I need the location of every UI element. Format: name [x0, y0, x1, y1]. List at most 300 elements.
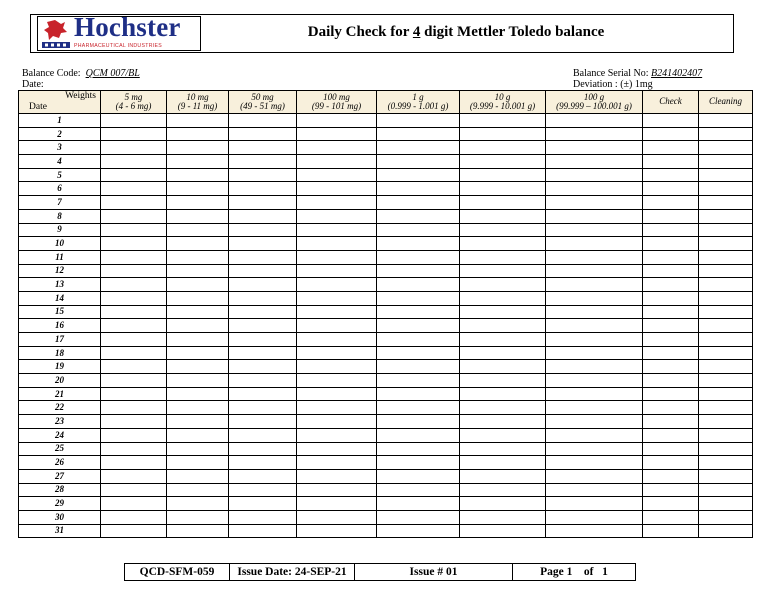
- entry-cell[interactable]: [643, 250, 699, 264]
- entry-cell[interactable]: [297, 428, 377, 442]
- entry-cell[interactable]: [229, 305, 297, 319]
- entry-cell[interactable]: [377, 387, 460, 401]
- entry-cell[interactable]: [167, 428, 229, 442]
- entry-cell[interactable]: [377, 510, 460, 524]
- entry-cell[interactable]: [546, 428, 643, 442]
- entry-cell[interactable]: [229, 168, 297, 182]
- entry-cell[interactable]: [643, 415, 699, 429]
- entry-cell[interactable]: [377, 415, 460, 429]
- entry-cell[interactable]: [101, 223, 167, 237]
- entry-cell[interactable]: [460, 155, 546, 169]
- entry-cell[interactable]: [167, 319, 229, 333]
- entry-cell[interactable]: [101, 127, 167, 141]
- entry-cell[interactable]: [460, 374, 546, 388]
- entry-cell[interactable]: [546, 469, 643, 483]
- entry-cell[interactable]: [167, 456, 229, 470]
- entry-cell[interactable]: [229, 141, 297, 155]
- entry-cell[interactable]: [297, 483, 377, 497]
- day-number-cell: 17: [19, 333, 101, 347]
- entry-cell[interactable]: [167, 291, 229, 305]
- entry-cell[interactable]: [297, 196, 377, 210]
- table-row: [19, 141, 753, 155]
- entry-cell[interactable]: [699, 456, 753, 470]
- entry-cell[interactable]: [546, 250, 643, 264]
- entry-cell[interactable]: [460, 250, 546, 264]
- entry-cell[interactable]: [546, 387, 643, 401]
- entry-cell[interactable]: [101, 401, 167, 415]
- entry-cell[interactable]: [167, 223, 229, 237]
- entry-cell[interactable]: [297, 250, 377, 264]
- entry-cell[interactable]: [643, 510, 699, 524]
- entry-cell[interactable]: [229, 291, 297, 305]
- entry-cell[interactable]: [643, 114, 699, 128]
- entry-cell[interactable]: [643, 141, 699, 155]
- entry-cell[interactable]: [460, 360, 546, 374]
- entry-cell[interactable]: [167, 182, 229, 196]
- entry-cell[interactable]: [167, 497, 229, 511]
- entry-cell[interactable]: [101, 387, 167, 401]
- entry-cell[interactable]: [699, 483, 753, 497]
- entry-cell[interactable]: [546, 223, 643, 237]
- entry-cell[interactable]: [643, 291, 699, 305]
- entry-cell[interactable]: [101, 278, 167, 292]
- entry-cell[interactable]: [101, 264, 167, 278]
- entry-cell[interactable]: [101, 428, 167, 442]
- entry-cell[interactable]: [699, 442, 753, 456]
- entry-cell[interactable]: [699, 141, 753, 155]
- entry-cell[interactable]: [643, 333, 699, 347]
- entry-cell[interactable]: [377, 319, 460, 333]
- entry-cell[interactable]: [546, 319, 643, 333]
- entry-cell[interactable]: [377, 141, 460, 155]
- entry-cell[interactable]: [167, 442, 229, 456]
- entry-cell[interactable]: [297, 168, 377, 182]
- entry-cell[interactable]: [460, 483, 546, 497]
- entry-cell[interactable]: [643, 127, 699, 141]
- entry-cell[interactable]: [643, 209, 699, 223]
- entry-cell[interactable]: [699, 374, 753, 388]
- entry-cell[interactable]: [229, 387, 297, 401]
- entry-cell[interactable]: [377, 237, 460, 251]
- entry-cell[interactable]: [546, 264, 643, 278]
- entry-cell[interactable]: [101, 141, 167, 155]
- entry-cell[interactable]: [167, 278, 229, 292]
- entry-cell[interactable]: [377, 360, 460, 374]
- company-logo: [37, 12, 201, 51]
- entry-cell[interactable]: [460, 346, 546, 360]
- entry-cell[interactable]: [101, 237, 167, 251]
- entry-cell[interactable]: [101, 415, 167, 429]
- entry-cell[interactable]: [229, 442, 297, 456]
- entry-cell[interactable]: [377, 428, 460, 442]
- entry-cell[interactable]: [229, 278, 297, 292]
- entry-cell[interactable]: [460, 469, 546, 483]
- entry-cell[interactable]: [546, 168, 643, 182]
- entry-cell[interactable]: [297, 456, 377, 470]
- entry-cell[interactable]: [460, 387, 546, 401]
- entry-cell[interactable]: [229, 127, 297, 141]
- entry-cell[interactable]: [229, 196, 297, 210]
- entry-cell[interactable]: [229, 497, 297, 511]
- entry-cell[interactable]: [297, 387, 377, 401]
- entry-cell[interactable]: [460, 428, 546, 442]
- entry-cell[interactable]: [297, 305, 377, 319]
- entry-cell[interactable]: [229, 469, 297, 483]
- entry-cell[interactable]: [460, 141, 546, 155]
- footer-doc-code: QCD-SFM-059: [125, 564, 230, 580]
- entry-cell[interactable]: [699, 415, 753, 429]
- entry-cell[interactable]: [460, 401, 546, 415]
- day-number-cell: 29: [19, 497, 101, 511]
- entry-cell[interactable]: [297, 360, 377, 374]
- entry-cell[interactable]: [297, 319, 377, 333]
- footer-issue-number: Issue # 01: [355, 564, 513, 580]
- entry-cell[interactable]: [297, 127, 377, 141]
- entry-cell[interactable]: [699, 168, 753, 182]
- document-footer: [124, 563, 636, 581]
- entry-cell[interactable]: [229, 374, 297, 388]
- entry-cell[interactable]: [699, 127, 753, 141]
- entry-cell[interactable]: [377, 264, 460, 278]
- entry-cell[interactable]: [460, 305, 546, 319]
- entry-cell[interactable]: [167, 168, 229, 182]
- day-number-cell: 14: [19, 291, 101, 305]
- entry-cell[interactable]: [699, 264, 753, 278]
- date-column-label: Date: [29, 101, 47, 112]
- entry-cell[interactable]: [546, 114, 643, 128]
- entry-cell[interactable]: [546, 278, 643, 292]
- entry-cell[interactable]: [377, 374, 460, 388]
- entry-cell[interactable]: [167, 415, 229, 429]
- entry-cell[interactable]: [297, 415, 377, 429]
- entry-cell[interactable]: [643, 401, 699, 415]
- entry-cell[interactable]: [229, 155, 297, 169]
- entry-cell[interactable]: [297, 497, 377, 511]
- entry-cell[interactable]: [297, 264, 377, 278]
- entry-cell[interactable]: [101, 155, 167, 169]
- entry-cell[interactable]: [460, 209, 546, 223]
- entry-cell[interactable]: [643, 497, 699, 511]
- entry-cell[interactable]: [229, 510, 297, 524]
- entry-cell[interactable]: [546, 401, 643, 415]
- entry-cell[interactable]: [460, 333, 546, 347]
- entry-cell[interactable]: [167, 250, 229, 264]
- serial-value: B241402407: [651, 68, 703, 79]
- entry-cell[interactable]: [460, 524, 546, 538]
- entry-cell[interactable]: [101, 456, 167, 470]
- entry-cell[interactable]: [546, 456, 643, 470]
- entry-cell[interactable]: [460, 168, 546, 182]
- entry-cell[interactable]: [643, 469, 699, 483]
- entry-cell[interactable]: [699, 387, 753, 401]
- entry-cell[interactable]: [699, 223, 753, 237]
- entry-cell[interactable]: [101, 168, 167, 182]
- entry-cell[interactable]: [546, 483, 643, 497]
- entry-cell[interactable]: [460, 196, 546, 210]
- entry-cell[interactable]: [699, 114, 753, 128]
- entry-cell[interactable]: [643, 155, 699, 169]
- entry-cell[interactable]: [297, 114, 377, 128]
- entry-cell[interactable]: [167, 483, 229, 497]
- entry-cell[interactable]: [699, 497, 753, 511]
- entry-cell[interactable]: [101, 442, 167, 456]
- entry-cell[interactable]: [297, 291, 377, 305]
- entry-cell[interactable]: [699, 237, 753, 251]
- entry-cell[interactable]: [643, 346, 699, 360]
- entry-cell[interactable]: [460, 278, 546, 292]
- entry-cell[interactable]: [699, 182, 753, 196]
- entry-cell[interactable]: [167, 196, 229, 210]
- entry-cell[interactable]: [643, 524, 699, 538]
- entry-cell[interactable]: [297, 401, 377, 415]
- entry-cell[interactable]: [699, 360, 753, 374]
- entry-cell[interactable]: [643, 360, 699, 374]
- entry-cell[interactable]: [643, 483, 699, 497]
- entry-cell[interactable]: [460, 497, 546, 511]
- entry-cell[interactable]: [643, 168, 699, 182]
- entry-cell[interactable]: [377, 483, 460, 497]
- entry-cell[interactable]: [167, 346, 229, 360]
- entry-cell[interactable]: [229, 346, 297, 360]
- entry-cell[interactable]: [101, 469, 167, 483]
- table-row: [19, 196, 753, 210]
- entry-cell[interactable]: [297, 141, 377, 155]
- entry-cell[interactable]: [377, 469, 460, 483]
- balance-code-field: [22, 68, 140, 79]
- entry-cell[interactable]: [297, 333, 377, 347]
- entry-cell[interactable]: [167, 387, 229, 401]
- entry-cell[interactable]: [643, 428, 699, 442]
- entry-cell[interactable]: [460, 114, 546, 128]
- entry-cell[interactable]: [546, 237, 643, 251]
- entry-cell[interactable]: [546, 510, 643, 524]
- entry-cell[interactable]: [167, 155, 229, 169]
- entry-cell[interactable]: [460, 319, 546, 333]
- entry-cell[interactable]: [699, 428, 753, 442]
- day-number-cell: 31: [19, 524, 101, 538]
- entry-cell[interactable]: [101, 291, 167, 305]
- entry-cell[interactable]: [377, 497, 460, 511]
- entry-cell[interactable]: [297, 469, 377, 483]
- entry-cell[interactable]: [546, 442, 643, 456]
- entry-cell[interactable]: [643, 223, 699, 237]
- entry-cell[interactable]: [699, 510, 753, 524]
- entry-cell[interactable]: [460, 264, 546, 278]
- entry-cell[interactable]: [460, 291, 546, 305]
- entry-cell[interactable]: [101, 497, 167, 511]
- entry-cell[interactable]: [643, 442, 699, 456]
- entry-cell[interactable]: [546, 155, 643, 169]
- entry-cell[interactable]: [297, 223, 377, 237]
- entry-cell[interactable]: [699, 346, 753, 360]
- entry-cell[interactable]: [167, 264, 229, 278]
- entry-cell[interactable]: [229, 456, 297, 470]
- entry-cell[interactable]: [377, 346, 460, 360]
- title-text-end: digit Mettler Toledo balance: [420, 24, 605, 40]
- entry-cell[interactable]: [377, 223, 460, 237]
- entry-cell[interactable]: [546, 209, 643, 223]
- entry-cell[interactable]: [377, 196, 460, 210]
- entry-cell[interactable]: [546, 182, 643, 196]
- entry-cell[interactable]: [229, 223, 297, 237]
- entry-cell[interactable]: [167, 510, 229, 524]
- table-row: [19, 483, 753, 497]
- entry-cell[interactable]: [643, 182, 699, 196]
- entry-cell[interactable]: [297, 510, 377, 524]
- entry-cell[interactable]: [546, 141, 643, 155]
- entry-cell[interactable]: [546, 360, 643, 374]
- entry-cell[interactable]: [460, 127, 546, 141]
- entry-cell[interactable]: [229, 209, 297, 223]
- entry-cell[interactable]: [167, 237, 229, 251]
- column-header-check: Check: [643, 91, 699, 114]
- entry-cell[interactable]: [546, 497, 643, 511]
- entry-cell[interactable]: [460, 510, 546, 524]
- entry-cell[interactable]: [546, 196, 643, 210]
- entry-cell[interactable]: [699, 469, 753, 483]
- entry-cell[interactable]: [229, 428, 297, 442]
- entry-cell[interactable]: [167, 114, 229, 128]
- entry-cell[interactable]: [167, 209, 229, 223]
- entry-cell[interactable]: [643, 319, 699, 333]
- entry-cell[interactable]: [297, 524, 377, 538]
- entry-cell[interactable]: [699, 196, 753, 210]
- entry-cell[interactable]: [167, 305, 229, 319]
- entry-cell[interactable]: [377, 114, 460, 128]
- entry-cell[interactable]: [297, 374, 377, 388]
- entry-cell[interactable]: [167, 333, 229, 347]
- entry-cell[interactable]: [229, 250, 297, 264]
- entry-cell[interactable]: [643, 374, 699, 388]
- entry-cell[interactable]: [699, 333, 753, 347]
- entry-cell[interactable]: [699, 305, 753, 319]
- entry-cell[interactable]: [546, 415, 643, 429]
- entry-cell[interactable]: [297, 182, 377, 196]
- entry-cell[interactable]: [167, 141, 229, 155]
- entry-cell[interactable]: [229, 483, 297, 497]
- entry-cell[interactable]: [377, 524, 460, 538]
- entry-cell[interactable]: [229, 237, 297, 251]
- entry-cell[interactable]: [297, 155, 377, 169]
- day-number-cell: 7: [19, 196, 101, 210]
- entry-cell[interactable]: [699, 524, 753, 538]
- entry-cell[interactable]: [101, 346, 167, 360]
- entry-cell[interactable]: [546, 127, 643, 141]
- entry-cell[interactable]: [377, 155, 460, 169]
- entry-cell[interactable]: [699, 209, 753, 223]
- entry-cell[interactable]: [101, 524, 167, 538]
- entry-cell[interactable]: [546, 333, 643, 347]
- entry-cell[interactable]: [101, 483, 167, 497]
- entry-cell[interactable]: [229, 401, 297, 415]
- entry-cell[interactable]: [229, 114, 297, 128]
- entry-cell[interactable]: [699, 278, 753, 292]
- entry-cell[interactable]: [101, 360, 167, 374]
- entry-cell[interactable]: [377, 250, 460, 264]
- entry-cell[interactable]: [229, 524, 297, 538]
- entry-cell[interactable]: [229, 360, 297, 374]
- day-number-cell: 10: [19, 237, 101, 251]
- entry-cell[interactable]: [297, 278, 377, 292]
- entry-cell[interactable]: [377, 401, 460, 415]
- entry-cell[interactable]: [167, 401, 229, 415]
- entry-cell[interactable]: [460, 182, 546, 196]
- entry-cell[interactable]: [167, 127, 229, 141]
- entry-cell[interactable]: [460, 223, 546, 237]
- entry-cell[interactable]: [643, 237, 699, 251]
- entry-cell[interactable]: [229, 319, 297, 333]
- entry-cell[interactable]: [167, 469, 229, 483]
- entry-cell[interactable]: [101, 374, 167, 388]
- entry-cell[interactable]: [167, 524, 229, 538]
- table-row: [19, 182, 753, 196]
- entry-cell[interactable]: [229, 264, 297, 278]
- entry-cell[interactable]: [101, 114, 167, 128]
- entry-cell[interactable]: [377, 168, 460, 182]
- entry-cell[interactable]: [101, 182, 167, 196]
- entry-cell[interactable]: [546, 305, 643, 319]
- day-number-cell: 19: [19, 360, 101, 374]
- entry-cell[interactable]: [460, 456, 546, 470]
- entry-cell[interactable]: [546, 291, 643, 305]
- entry-cell[interactable]: [699, 250, 753, 264]
- entry-cell[interactable]: [377, 456, 460, 470]
- entry-cell[interactable]: [699, 291, 753, 305]
- entry-cell[interactable]: [546, 524, 643, 538]
- entry-cell[interactable]: [377, 291, 460, 305]
- entry-cell[interactable]: [167, 360, 229, 374]
- entry-cell[interactable]: [460, 442, 546, 456]
- entry-cell[interactable]: [297, 346, 377, 360]
- entry-cell[interactable]: [377, 442, 460, 456]
- entry-cell[interactable]: [101, 196, 167, 210]
- entry-cell[interactable]: [167, 374, 229, 388]
- entry-cell[interactable]: [229, 333, 297, 347]
- entry-cell[interactable]: [699, 401, 753, 415]
- entry-cell[interactable]: [297, 209, 377, 223]
- entry-cell[interactable]: [377, 305, 460, 319]
- entry-cell[interactable]: [101, 250, 167, 264]
- entry-cell[interactable]: [643, 387, 699, 401]
- entry-cell[interactable]: [101, 305, 167, 319]
- entry-cell[interactable]: [699, 319, 753, 333]
- entry-cell[interactable]: [643, 456, 699, 470]
- entry-cell[interactable]: [101, 209, 167, 223]
- entry-cell[interactable]: [546, 374, 643, 388]
- entry-cell[interactable]: [229, 415, 297, 429]
- entry-cell[interactable]: [377, 209, 460, 223]
- entry-cell[interactable]: [377, 333, 460, 347]
- entry-cell[interactable]: [460, 415, 546, 429]
- entry-cell[interactable]: [546, 346, 643, 360]
- entry-cell[interactable]: [643, 305, 699, 319]
- entry-cell[interactable]: [377, 182, 460, 196]
- entry-cell[interactable]: [460, 237, 546, 251]
- entry-cell[interactable]: [643, 196, 699, 210]
- entry-cell[interactable]: [297, 237, 377, 251]
- entry-cell[interactable]: [377, 127, 460, 141]
- table-row: [19, 415, 753, 429]
- entry-cell[interactable]: [643, 264, 699, 278]
- entry-cell[interactable]: [101, 510, 167, 524]
- entry-cell[interactable]: [101, 333, 167, 347]
- entry-cell[interactable]: [297, 442, 377, 456]
- entry-cell[interactable]: [229, 182, 297, 196]
- entry-cell[interactable]: [643, 278, 699, 292]
- entry-cell[interactable]: [101, 319, 167, 333]
- entry-cell[interactable]: [377, 278, 460, 292]
- entry-cell[interactable]: [699, 155, 753, 169]
